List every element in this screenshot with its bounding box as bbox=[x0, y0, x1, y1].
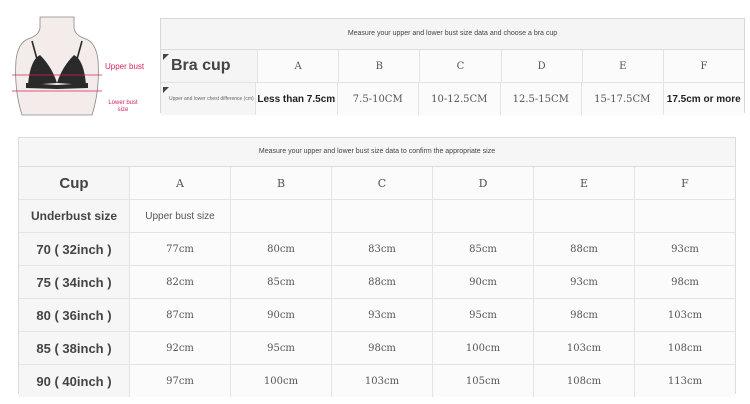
size-value: 85cm bbox=[432, 233, 533, 265]
size-value: 100cm bbox=[230, 365, 331, 397]
bra-cup-f: F bbox=[663, 50, 744, 82]
size-value: 83cm bbox=[331, 233, 432, 265]
difference-e: 15-17.5CM bbox=[581, 83, 663, 115]
size-value: 103cm bbox=[533, 332, 634, 364]
empty-cell bbox=[432, 200, 533, 232]
size-value: 90cm bbox=[230, 299, 331, 331]
size-value: 93cm bbox=[634, 233, 735, 265]
difference-c: 10-12.5CM bbox=[418, 83, 500, 115]
size-value: 113cm bbox=[634, 365, 735, 397]
band-size: 75 ( 34inch ) bbox=[19, 266, 129, 298]
size-value: 85cm bbox=[230, 266, 331, 298]
size-value: 108cm bbox=[634, 332, 735, 364]
size-value: 93cm bbox=[533, 266, 634, 298]
bra-cup-e: E bbox=[582, 50, 663, 82]
size-value: 90cm bbox=[432, 266, 533, 298]
lower-bust-label: Lower bust size bbox=[108, 100, 138, 113]
corner-triangle-icon bbox=[163, 87, 169, 93]
size-cup-a: A bbox=[129, 167, 230, 199]
size-value: 77cm bbox=[129, 233, 230, 265]
band-size: 70 ( 32inch ) bbox=[19, 233, 129, 265]
size-cup-header: Cup bbox=[19, 167, 129, 199]
size-value: 82cm bbox=[129, 266, 230, 298]
size-cup-c: C bbox=[331, 167, 432, 199]
size-value: 103cm bbox=[331, 365, 432, 397]
size-value: 92cm bbox=[129, 332, 230, 364]
band-size: 90 ( 40inch ) bbox=[19, 365, 129, 397]
band-size: 80 ( 36inch ) bbox=[19, 299, 129, 331]
table-row bbox=[19, 365, 735, 397]
empty-cell bbox=[331, 200, 432, 232]
difference-header-cell bbox=[161, 83, 255, 115]
size-value: 105cm bbox=[432, 365, 533, 397]
size-cup-header-row bbox=[19, 167, 735, 200]
band-size: 85 ( 38inch ) bbox=[19, 332, 129, 364]
bra-cup-header-cell bbox=[161, 50, 257, 82]
size-value: 95cm bbox=[230, 332, 331, 364]
difference-row bbox=[161, 83, 744, 115]
corner-triangle-icon bbox=[163, 54, 169, 60]
bra-cup-table-title: Measure your upper and lower bust size data and choose a bra cup bbox=[161, 19, 744, 50]
table-row bbox=[19, 233, 735, 266]
bust-illustration bbox=[10, 15, 160, 125]
difference-header: Upper and lower chest difference (cm) bbox=[169, 96, 254, 102]
bra-cup-b: B bbox=[338, 50, 419, 82]
difference-d: 12.5-15CM bbox=[500, 83, 582, 115]
empty-cell bbox=[634, 200, 735, 232]
torso-figure bbox=[10, 15, 105, 120]
size-cup-f: F bbox=[634, 167, 735, 199]
size-value: 100cm bbox=[432, 332, 533, 364]
bra-cup-a: A bbox=[257, 50, 338, 82]
size-value: 93cm bbox=[331, 299, 432, 331]
size-value: 88cm bbox=[331, 266, 432, 298]
size-value: 95cm bbox=[432, 299, 533, 331]
size-value: 103cm bbox=[634, 299, 735, 331]
difference-b: 7.5-10CM bbox=[337, 83, 419, 115]
bra-cup-header-row bbox=[161, 50, 744, 83]
size-value: 108cm bbox=[533, 365, 634, 397]
empty-cell bbox=[230, 200, 331, 232]
size-cup-d: D bbox=[432, 167, 533, 199]
size-value: 80cm bbox=[230, 233, 331, 265]
table-row bbox=[19, 266, 735, 299]
underbust-header-row bbox=[19, 200, 735, 233]
size-table bbox=[18, 137, 736, 394]
bra-cup-d: D bbox=[501, 50, 582, 82]
size-value: 87cm bbox=[129, 299, 230, 331]
bra-cup-header: Bra cup bbox=[171, 57, 231, 74]
difference-a: Less than 7.5cm bbox=[255, 83, 337, 115]
size-table-title: Measure your upper and lower bust size data to confirm the appropriate size bbox=[19, 138, 735, 167]
empty-cell bbox=[533, 200, 634, 232]
difference-f: 17.5cm or more bbox=[663, 83, 745, 115]
size-value: 98cm bbox=[533, 299, 634, 331]
size-value: 88cm bbox=[533, 233, 634, 265]
table-row bbox=[19, 332, 735, 365]
size-cup-b: B bbox=[230, 167, 331, 199]
size-value: 98cm bbox=[634, 266, 735, 298]
table-row bbox=[19, 299, 735, 332]
size-value: 98cm bbox=[331, 332, 432, 364]
size-value: 97cm bbox=[129, 365, 230, 397]
bra-cup-c: C bbox=[419, 50, 500, 82]
bra-cup-table bbox=[160, 18, 745, 113]
upper-bust-header: Upper bust size bbox=[129, 200, 230, 232]
upper-bust-label: Upper bust bbox=[105, 62, 145, 71]
size-cup-e: E bbox=[533, 167, 634, 199]
underbust-header: Underbust size bbox=[19, 200, 129, 232]
